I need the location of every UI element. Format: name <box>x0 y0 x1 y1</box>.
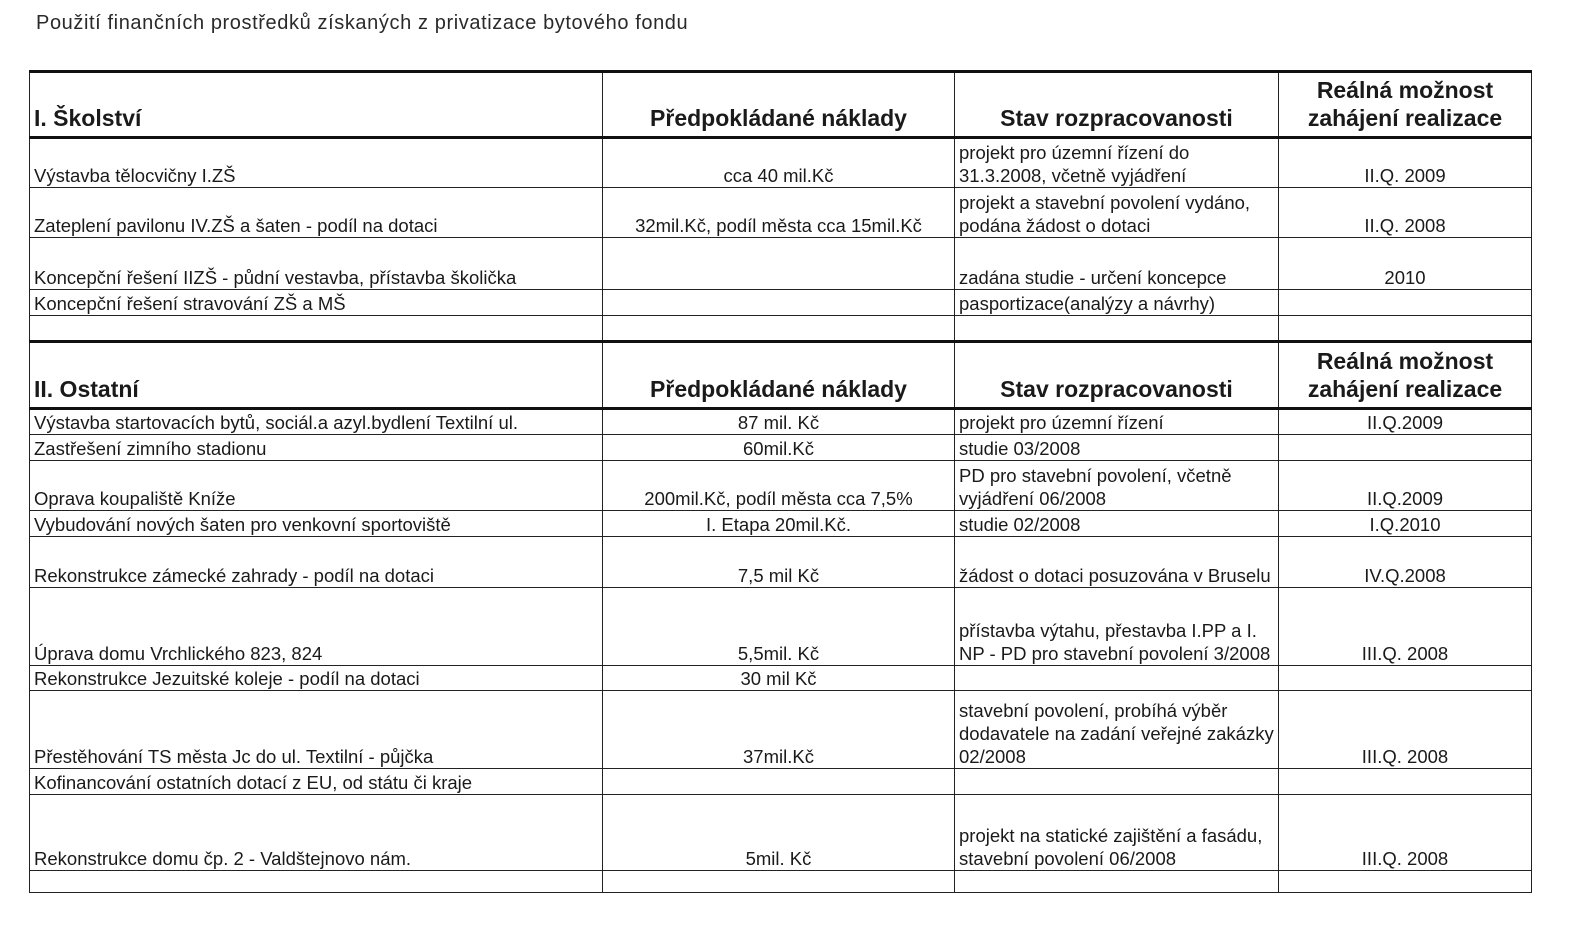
table-row <box>30 795 1532 871</box>
row-name: Rekonstrukce zámecké zahrady - podíl na dotaci <box>30 537 603 588</box>
row-name: Koncepční řešení IIZŠ - půdní vestavba, přístavba školička <box>30 238 603 290</box>
row-cost: 7,5 mil Kč <box>603 537 955 588</box>
row-status <box>955 871 1279 893</box>
row-start <box>1279 666 1532 691</box>
row-name: Rekonstrukce Jezuitské koleje - podíl na dotaci <box>30 666 603 691</box>
row-start: III.Q. 2008 <box>1279 691 1532 769</box>
row-name <box>30 316 603 342</box>
header-start: Reálná možnost zahájení realizace <box>1279 72 1532 138</box>
row-name: Vybudování nových šaten pro venkovní sportoviště <box>30 511 603 537</box>
row-cost <box>603 769 955 795</box>
row-name: Rekonstrukce domu čp. 2 - Valdštejnovo nám. <box>30 795 603 871</box>
row-status <box>955 666 1279 691</box>
row-name: Výstavba startovacích bytů, sociál.a azyl.bydlení Textilní ul. <box>30 409 603 435</box>
row-cost <box>603 871 955 893</box>
row-status: projekt na statické zajištění a fasádu, stavební povolení 06/2008 <box>955 795 1279 871</box>
row-status: studie 03/2008 <box>955 435 1279 461</box>
row-name: Kofinancování ostatních dotací z EU, od státu či kraje <box>30 769 603 795</box>
table-row <box>30 188 1532 238</box>
table-header <box>30 72 1532 138</box>
table-row <box>30 461 1532 511</box>
table-row <box>30 666 1532 691</box>
row-start: III.Q. 2008 <box>1279 795 1532 871</box>
row-start <box>1279 316 1532 342</box>
table-row <box>30 588 1532 666</box>
row-name: Úprava domu Vrchlického 823, 824 <box>30 588 603 666</box>
row-name: Přestěhování TS města Jc do ul. Textilní - půjčka <box>30 691 603 769</box>
row-status: stavební povolení, probíhá výběr dodavatele na zadání veřejné zakázky 02/2008 <box>955 691 1279 769</box>
row-start: II.Q. 2009 <box>1279 138 1532 188</box>
row-cost: cca 40 mil.Kč <box>603 138 955 188</box>
row-start: III.Q. 2008 <box>1279 588 1532 666</box>
table-skolstvi <box>29 70 1532 342</box>
row-name <box>30 871 603 893</box>
document-title: Použití finančních prostředků získaných z privatizace bytového fondu <box>36 12 689 34</box>
row-status: zadána studie - určení koncepce <box>955 238 1279 290</box>
table-row <box>30 537 1532 588</box>
header-cost: Předpokládané náklady <box>603 342 955 409</box>
row-name: Oprava koupaliště Kníže <box>30 461 603 511</box>
row-cost: 5,5mil. Kč <box>603 588 955 666</box>
row-cost <box>603 290 955 316</box>
row-cost: 87 mil. Kč <box>603 409 955 435</box>
row-status: studie 02/2008 <box>955 511 1279 537</box>
table-row <box>30 138 1532 188</box>
row-name: Zateplení pavilonu IV.ZŠ a šaten - podíl na dotaci <box>30 188 603 238</box>
row-status: PD pro stavební povolení, včetně vyjádření 06/2008 <box>955 461 1279 511</box>
table-row <box>30 511 1532 537</box>
row-cost: 200mil.Kč, podíl města cca 7,5% <box>603 461 955 511</box>
row-status: projekt pro územní řízení <box>955 409 1279 435</box>
section-heading: II. Ostatní <box>30 342 603 409</box>
row-cost: 30 mil Kč <box>603 666 955 691</box>
row-start: IV.Q.2008 <box>1279 537 1532 588</box>
row-status <box>955 316 1279 342</box>
row-cost <box>603 238 955 290</box>
row-start <box>1279 769 1532 795</box>
table-row <box>30 871 1532 893</box>
table-row <box>30 238 1532 290</box>
row-status <box>955 769 1279 795</box>
row-start: II.Q.2009 <box>1279 409 1532 435</box>
row-start: 2010 <box>1279 238 1532 290</box>
row-name: Zastřešení zimního stadionu <box>30 435 603 461</box>
section-heading: I. Školství <box>30 72 603 138</box>
row-status: projekt pro územní řízení do 31.3.2008, včetně vyjádření <box>955 138 1279 188</box>
table-header <box>30 342 1532 409</box>
row-start <box>1279 871 1532 893</box>
row-cost: 5mil. Kč <box>603 795 955 871</box>
row-name: Výstavba tělocvičny I.ZŠ <box>30 138 603 188</box>
table-row <box>30 691 1532 769</box>
row-start: II.Q. 2008 <box>1279 188 1532 238</box>
table-row <box>30 290 1532 316</box>
header-status: Stav rozpracovanosti <box>955 342 1279 409</box>
row-start: II.Q.2009 <box>1279 461 1532 511</box>
row-status: žádost o dotaci posuzována v Bruselu <box>955 537 1279 588</box>
row-status: pasportizace(analýzy a návrhy) <box>955 290 1279 316</box>
row-name: Koncepční řešení stravování ZŠ a MŠ <box>30 290 603 316</box>
row-status: přístavba výtahu, přestavba I.PP a I. NP - PD pro stavební povolení 3/2008 <box>955 588 1279 666</box>
table-row <box>30 316 1532 342</box>
header-start: Reálná možnost zahájení realizace <box>1279 342 1532 409</box>
row-start: I.Q.2010 <box>1279 511 1532 537</box>
row-start <box>1279 435 1532 461</box>
row-cost: 60mil.Kč <box>603 435 955 461</box>
table-ostatni <box>29 340 1532 893</box>
row-cost: 37mil.Kč <box>603 691 955 769</box>
table-row <box>30 769 1532 795</box>
row-cost: I. Etapa 20mil.Kč. <box>603 511 955 537</box>
row-start <box>1279 290 1532 316</box>
header-status: Stav rozpracovanosti <box>955 72 1279 138</box>
table-row <box>30 409 1532 435</box>
row-status: projekt a stavební povolení vydáno, podána žádost o dotaci <box>955 188 1279 238</box>
row-cost <box>603 316 955 342</box>
header-cost: Předpokládané náklady <box>603 72 955 138</box>
row-cost: 32mil.Kč, podíl města cca 15mil.Kč <box>603 188 955 238</box>
table-row <box>30 435 1532 461</box>
